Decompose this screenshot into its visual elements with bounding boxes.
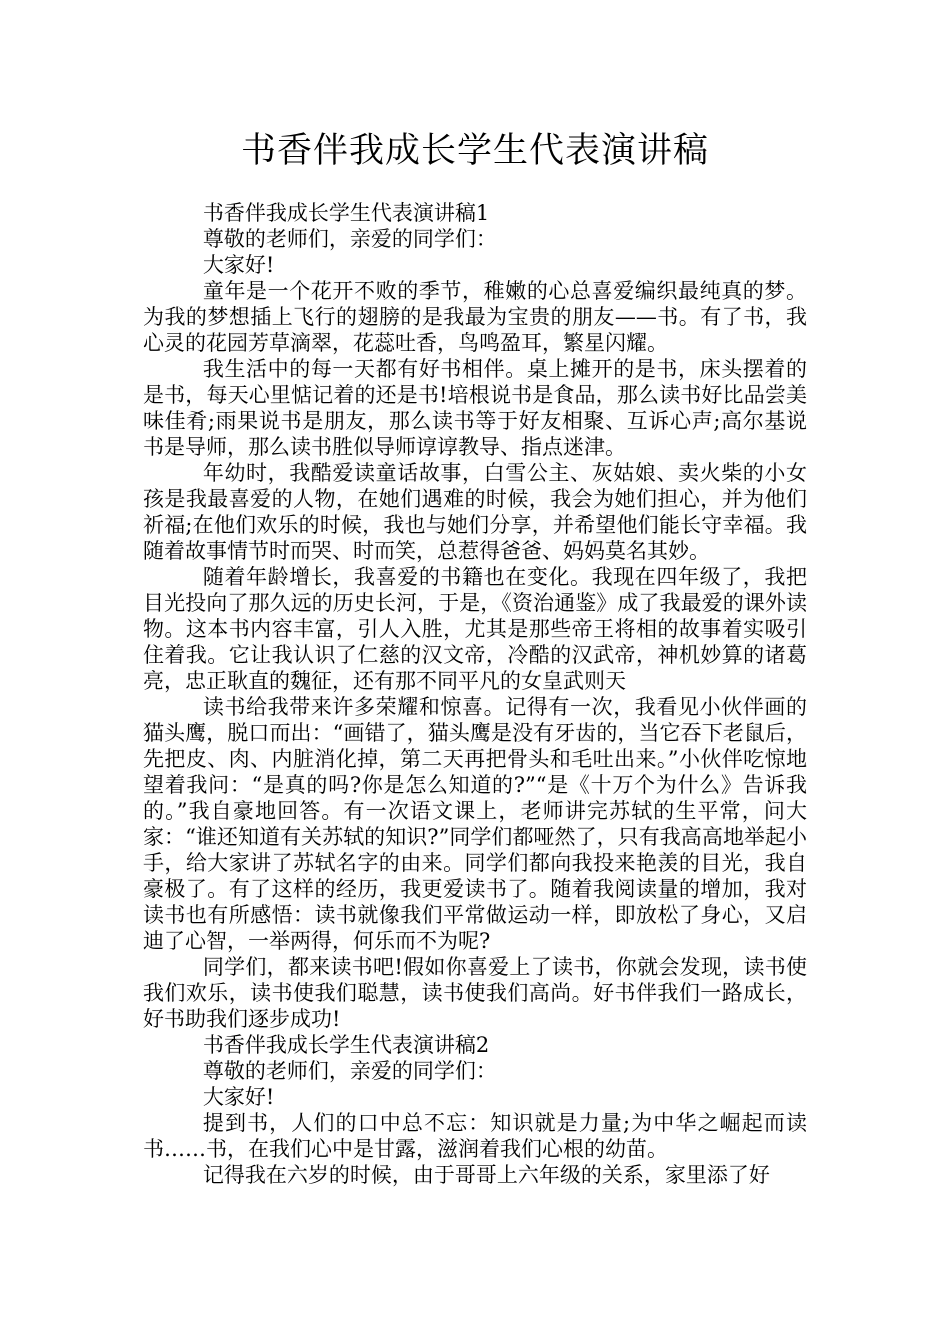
speech-heading-2: 书香伴我成长学生代表演讲稿2: [202, 1033, 490, 1057]
document-body: [143, 200, 807, 1188]
document-title: 书香伴我成长学生代表演讲稿: [240, 131, 709, 171]
body-paragraph: 提到书，人们的口中总不忘：知识就是力量;为中华之崛起而读书……书，在我们心中是甘露，滋润着我们心根的幼苗。: [143, 1111, 807, 1161]
greeting: 大家好!: [202, 1085, 275, 1109]
body-paragraph: 年幼时，我酷爱读童话故事，白雪公主、灰姑娘、卖火柴的小女孩是我最喜爱的人物，在她们遇难的时候，我会为她们担心，并为他们祈福;在他们欢乐的时候，我也与她们分享，并希望他们能长守幸福。我随着故事情节时而哭、时而笑，总惹得爸爸、妈妈莫名其妙。: [143, 461, 807, 563]
greeting: 大家好!: [202, 253, 275, 277]
salutation: 尊敬的老师们，亲爱的同学们：: [202, 227, 497, 251]
body-paragraph: 同学们，都来读书吧!假如你喜爱上了读书，你就会发现，读书使我们欢乐，读书使我们聪慧，读书使我们高尚。好书伴我们一路成长，好书助我们逐步成功!: [143, 955, 807, 1031]
body-paragraph: 童年是一个花开不败的季节，稚嫩的心总喜爱编织最纯真的梦。为我的梦想插上飞行的翅膀的是我最为宝贵的朋友——书。有了书，我心灵的花园芳草滴翠，花蕊吐香，鸟鸣盈耳，繁星闪耀。: [143, 279, 807, 355]
body-paragraph: 读书给我带来许多荣耀和惊喜。记得有一次，我看见小伙伴画的猫头鹰，脱口而出：“画错了，猫头鹰是没有牙齿的，当它吞下老鼠后，先把皮、肉、内脏消化掉，第二天再把骨头和毛吐出来。”小伙伴吃惊地望着我问：“是真的吗?你是怎么知道的?”“是《十万个为什么》告诉我的。”我自豪地回答。有一次语文课上，老师讲完苏轼的生平常，问大家：“谁还知道有关苏轼的知识?”同学们都哑然了，只有我高高地举起小手，给大家讲了苏轼名字的由来。同学们都向我投来艳羡的目光，我自豪极了。有了这样的经历，我更爱读书了。随着我阅读量的增加，我对读书也有所感悟：读书就像我们平常做运动一样，即放松了身心，又启迪了心智，一举两得，何乐而不为呢?: [143, 695, 807, 953]
speech-heading-1: 书香伴我成长学生代表演讲稿1: [202, 201, 490, 225]
body-paragraph: 我生活中的每一天都有好书相伴。桌上摊开的是书，床头摆着的是书，每天心里惦记着的还是书!培根说书是食品，那么读书好比品尝美味佳肴;雨果说书是朋友，那么读书等于好友相聚、互诉心声;高尔基说书是导师，那么读书胜似导师谆谆教导、指点迷津。: [143, 357, 807, 459]
body-paragraph: 记得我在六岁的时候，由于哥哥上六年级的关系，家里添了好: [202, 1163, 770, 1187]
salutation: 尊敬的老师们，亲爱的同学们：: [202, 1059, 497, 1083]
body-paragraph: 随着年龄增长，我喜爱的书籍也在变化。我现在四年级了，我把目光投向了那久远的历史长河，于是，《资治通鉴》成了我最爱的课外读物。这本书内容丰富，引人入胜，尤其是那些帝王将相的故事着实吸引住着我。它让我认识了仁慈的汉文帝，冷酷的汉武帝，神机妙算的诸葛亮，忠正耿直的魏征，还有那不同平凡的女皇武则天: [143, 565, 807, 693]
